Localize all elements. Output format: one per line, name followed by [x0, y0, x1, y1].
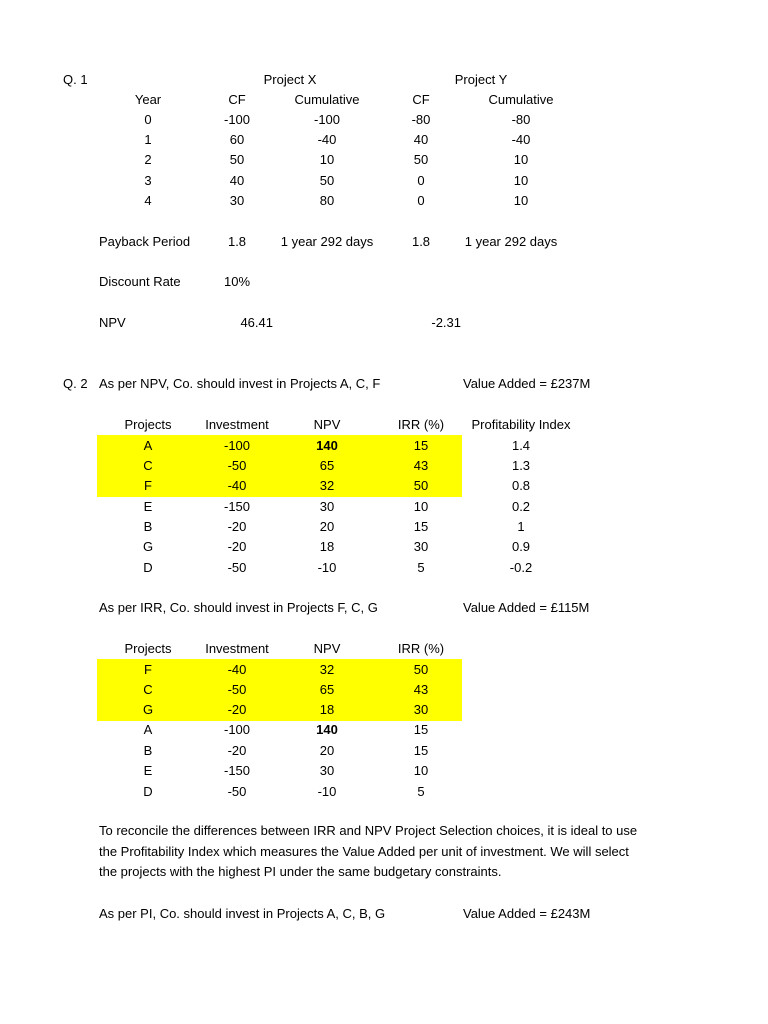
- table-cell: -40: [317, 132, 337, 147]
- table-cell: 0: [417, 193, 425, 208]
- table-cell: -10: [317, 784, 337, 799]
- table-cell: -40: [227, 662, 247, 677]
- table-cell: 0.2: [511, 499, 531, 514]
- table-cell: 10: [513, 152, 529, 167]
- col-investment-header: Investment: [205, 641, 269, 656]
- payback-x-value: 1.8: [227, 234, 247, 249]
- table-cell: -150: [223, 499, 251, 514]
- payback-x-days: 1 year 292 days: [280, 234, 374, 249]
- npv-label: NPV: [99, 315, 126, 330]
- table-cell: 0.8: [511, 478, 531, 493]
- col-projects-header: Projects: [124, 417, 172, 432]
- table-cell: 32: [319, 478, 335, 493]
- col-projects-header: Projects: [124, 641, 172, 656]
- table-cell: 50: [319, 173, 335, 188]
- table-cell: B: [143, 743, 153, 758]
- table-cell: 20: [319, 743, 335, 758]
- discount-rate-label: Discount Rate: [99, 274, 181, 289]
- table-cell: B: [143, 519, 153, 534]
- table-cell: -20: [227, 519, 247, 534]
- irr-value-added: Value Added = £115M: [463, 600, 590, 615]
- pi-value-added: Value Added = £243M: [463, 906, 591, 921]
- table-cell: 140: [316, 722, 338, 737]
- table-cell: 30: [319, 499, 335, 514]
- table-cell: F: [144, 478, 152, 493]
- table-cell: 1.4: [511, 438, 531, 453]
- reconcile-paragraph: To reconcile the differences between IRR and NPV Project Selection choices, it is ideal to use the Profitability Index which measures the Value Added per unit of investment. We will select the projects with the highest PI under the same budgetary constraints.: [99, 823, 638, 879]
- table-cell: 50: [413, 478, 429, 493]
- table-cell: 18: [319, 539, 335, 554]
- table-cell: 65: [319, 682, 335, 697]
- table-cell: 5: [417, 560, 425, 575]
- table-cell: 50: [229, 152, 245, 167]
- table-cell: -80: [511, 112, 531, 127]
- table-cell: 43: [413, 458, 429, 473]
- payback-y-value: 1.8: [411, 234, 431, 249]
- table-cell: F: [144, 662, 152, 677]
- table-cell: 140: [316, 438, 338, 453]
- col-cum-x-header: Cumulative: [294, 92, 360, 107]
- table-cell: -10: [317, 560, 337, 575]
- table-cell: -100: [223, 112, 251, 127]
- table-cell: 30: [319, 763, 335, 778]
- table-cell: 20: [319, 519, 335, 534]
- table-cell: -50: [227, 682, 247, 697]
- discount-rate-value: 10%: [223, 274, 251, 289]
- q2-label: Q. 2: [63, 376, 88, 391]
- table-cell: A: [143, 438, 153, 453]
- pi-statement: As per PI, Co. should invest in Projects A, C, B, G: [99, 906, 386, 921]
- table-cell: 1.3: [511, 458, 531, 473]
- table-cell: G: [142, 702, 154, 717]
- col-cum-y-header: Cumulative: [488, 92, 554, 107]
- table-cell: -0.2: [509, 560, 533, 575]
- table-cell: 30: [413, 539, 429, 554]
- col-irr-header: IRR (%): [397, 417, 445, 432]
- col-cf-y-header: CF: [412, 92, 430, 107]
- project-y-heading: Project Y: [454, 72, 508, 87]
- col-cf-x-header: CF: [228, 92, 246, 107]
- project-x-heading: Project X: [263, 72, 317, 87]
- table-cell: 15: [413, 722, 429, 737]
- npv-value-added: Value Added = £237M: [463, 376, 591, 391]
- table-cell: 0.9: [511, 539, 531, 554]
- col-investment-header: Investment: [205, 417, 269, 432]
- col-npv-header: NPV: [313, 641, 341, 656]
- table-cell: 18: [319, 702, 335, 717]
- col-pi-header: Profitability Index: [471, 417, 571, 432]
- table-cell: 80: [319, 193, 335, 208]
- table-cell: D: [143, 784, 153, 799]
- payback-y-days: 1 year 292 days: [464, 234, 558, 249]
- table-cell: A: [143, 722, 153, 737]
- table-cell: 10: [513, 173, 529, 188]
- table-cell: -100: [313, 112, 341, 127]
- irr-statement: As per IRR, Co. should invest in Projects F, C, G: [99, 600, 378, 615]
- table-cell: 15: [413, 438, 429, 453]
- npv-y-value: -2.31: [431, 315, 461, 330]
- table-cell: 43: [413, 682, 429, 697]
- table-cell: 30: [229, 193, 245, 208]
- table-cell: 5: [417, 784, 425, 799]
- table-cell: 10: [413, 763, 429, 778]
- table-cell: 4: [144, 193, 152, 208]
- table-cell: 65: [319, 458, 335, 473]
- npv-statement: As per NPV, Co. should invest in Projects A, C, F: [99, 376, 381, 391]
- table-cell: -150: [223, 763, 251, 778]
- table-cell: 2: [144, 152, 152, 167]
- table-cell: -40: [511, 132, 531, 147]
- col-npv-header: NPV: [313, 417, 341, 432]
- table-cell: 10: [319, 152, 335, 167]
- q1-label: Q. 1: [63, 72, 88, 87]
- table-cell: -20: [227, 539, 247, 554]
- table-cell: 0: [417, 173, 425, 188]
- table-cell: E: [143, 499, 153, 514]
- table-cell: 50: [413, 152, 429, 167]
- table-cell: -50: [227, 784, 247, 799]
- table-cell: 10: [513, 193, 529, 208]
- table-cell: 1: [517, 519, 525, 534]
- col-year-header: Year: [134, 92, 162, 107]
- payback-label: Payback Period: [99, 234, 191, 249]
- table-cell: G: [142, 539, 154, 554]
- table-cell: 50: [413, 662, 429, 677]
- table-cell: D: [143, 560, 153, 575]
- table-cell: E: [143, 763, 153, 778]
- table-cell: -50: [227, 560, 247, 575]
- table-cell: -100: [223, 438, 251, 453]
- table-cell: C: [143, 458, 153, 473]
- table-cell: 60: [229, 132, 245, 147]
- table-cell: -40: [227, 478, 247, 493]
- table-cell: 15: [413, 519, 429, 534]
- table-cell: 15: [413, 743, 429, 758]
- table-cell: 0: [144, 112, 152, 127]
- table-cell: -80: [411, 112, 431, 127]
- table-cell: 32: [319, 662, 335, 677]
- table-cell: -50: [227, 458, 247, 473]
- npv-x-value: 46.41: [240, 315, 273, 330]
- table-cell: 3: [144, 173, 152, 188]
- table-cell: 1: [144, 132, 152, 147]
- table-cell: -20: [227, 743, 247, 758]
- table-cell: 40: [413, 132, 429, 147]
- table-cell: 10: [413, 499, 429, 514]
- table-cell: -100: [223, 722, 251, 737]
- table-cell: 40: [229, 173, 245, 188]
- table-cell: 30: [413, 702, 429, 717]
- col-irr-header: IRR (%): [397, 641, 445, 656]
- table-cell: C: [143, 682, 153, 697]
- table-cell: -20: [227, 702, 247, 717]
